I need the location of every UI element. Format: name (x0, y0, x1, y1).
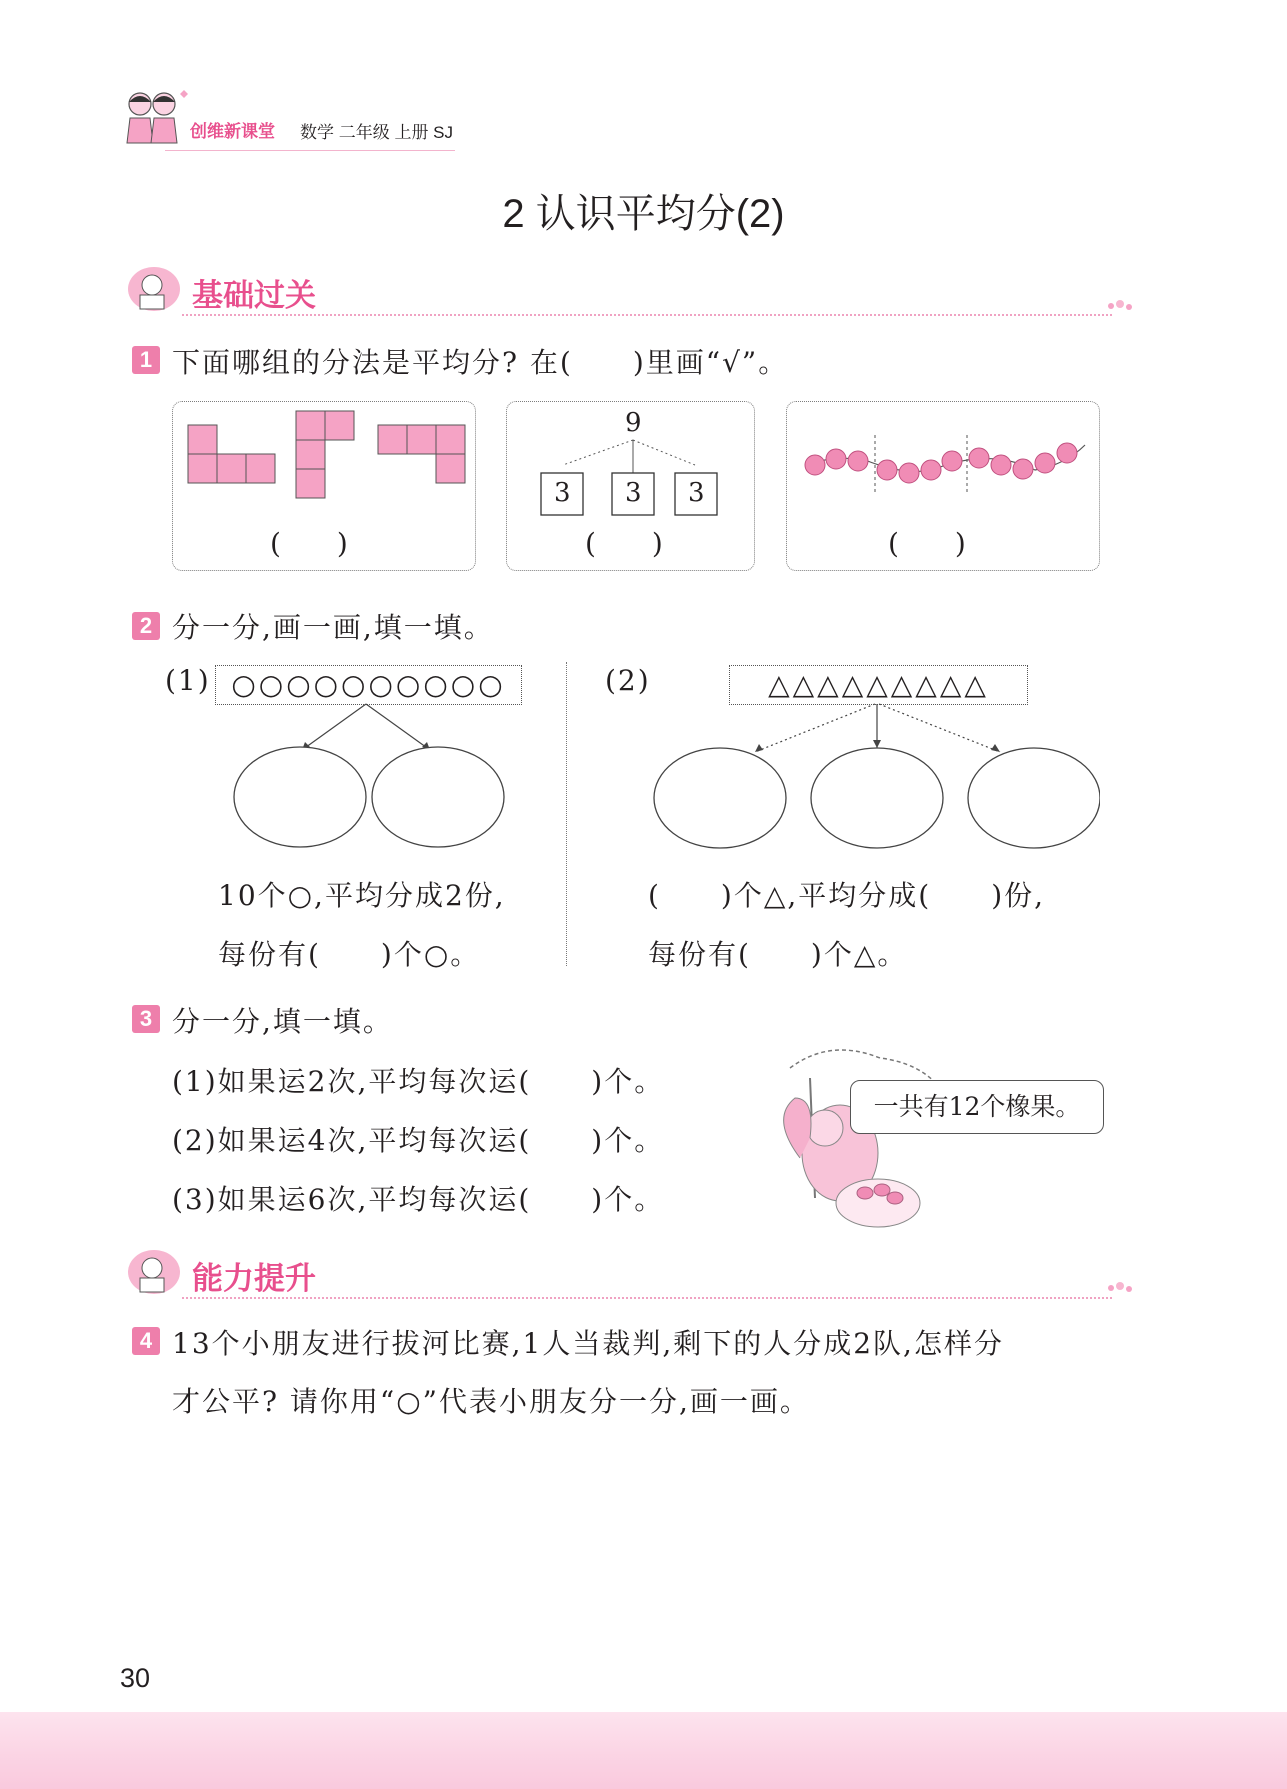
part-2-line-1[interactable]: ( )个△,平均分成( )份, (648, 879, 1046, 912)
series-name: 创维新课堂 (190, 122, 275, 141)
squirrel-with-acorns-illustration (770, 1038, 970, 1233)
question-3-text: 分一分,填一填。 (172, 1005, 393, 1038)
speech-bubble: 一共有12个橡果。 (850, 1080, 1104, 1134)
answer-blank-b[interactable]: ( ) (585, 527, 663, 560)
section-title-advanced: 能力提升 (192, 1261, 316, 1296)
part-1-line-2[interactable]: 每份有( )个○。 (218, 938, 481, 971)
subject-info: 数学 二年级 上册 SJ (300, 123, 454, 142)
question-2-text: 分一分,画一画,填一填。 (172, 611, 494, 644)
cartoon-kids-logo (120, 88, 195, 156)
circles-group: ○○○○○○○○○○ (215, 665, 522, 705)
tree-part-3: 3 (688, 478, 705, 508)
part-2-label: (2) (605, 664, 651, 697)
split-arrows-1 (230, 700, 520, 850)
question-number-1: 1 (132, 346, 160, 374)
part-1-label: (1) (165, 664, 211, 697)
q3-item-1[interactable]: (1)如果运2次,平均每次运( )个。 (172, 1065, 665, 1098)
page-title: 2 认识平均分(2) (502, 192, 785, 236)
q3-item-3[interactable]: (3)如果运6次,平均每次运( )个。 (172, 1183, 665, 1216)
column-divider (566, 662, 567, 966)
triangles-group: △△△△△△△△△ (729, 665, 1028, 705)
part-1-line-1: 10个○,平均分成2份, (218, 879, 506, 912)
section-title-basic: 基础过关 (192, 278, 316, 313)
split-arrows-2 (650, 700, 1100, 850)
tree-total: 9 (625, 408, 642, 438)
q3-item-2[interactable]: (2)如果运4次,平均每次运( )个。 (172, 1124, 665, 1157)
question-number-4: 4 (132, 1327, 160, 1355)
question-number-2: 2 (132, 612, 160, 640)
section-badge-icon (126, 265, 182, 313)
section-underline (182, 1283, 1112, 1299)
answer-blank-c[interactable]: ( ) (888, 527, 966, 560)
tree-part-1: 3 (554, 478, 571, 508)
question-4-line-1: 13个小朋友进行拔河比赛,1人当裁判,剩下的人分成2队,怎样分 (172, 1327, 1004, 1360)
bead-string (795, 425, 1095, 505)
decor-dots-icon (1105, 296, 1135, 316)
answer-blank-a[interactable]: ( ) (270, 527, 348, 560)
decor-dots-icon (1105, 1278, 1135, 1298)
question-1-text: 下面哪组的分法是平均分? 在( )里画“√”。 (172, 346, 789, 379)
header-divider (165, 150, 455, 151)
tree-part-2: 3 (625, 478, 642, 508)
section-badge-icon (126, 1248, 182, 1296)
part-2-line-2[interactable]: 每份有( )个△。 (648, 938, 908, 971)
question-4-line-2: 才公平? 请你用“○”代表小朋友分一分,画一画。 (172, 1385, 810, 1418)
page-number: 30 (120, 1663, 151, 1693)
section-underline (182, 300, 1112, 316)
question-number-3: 3 (132, 1005, 160, 1033)
footer-band (0, 1712, 1287, 1789)
tetromino-shapes (184, 410, 474, 500)
